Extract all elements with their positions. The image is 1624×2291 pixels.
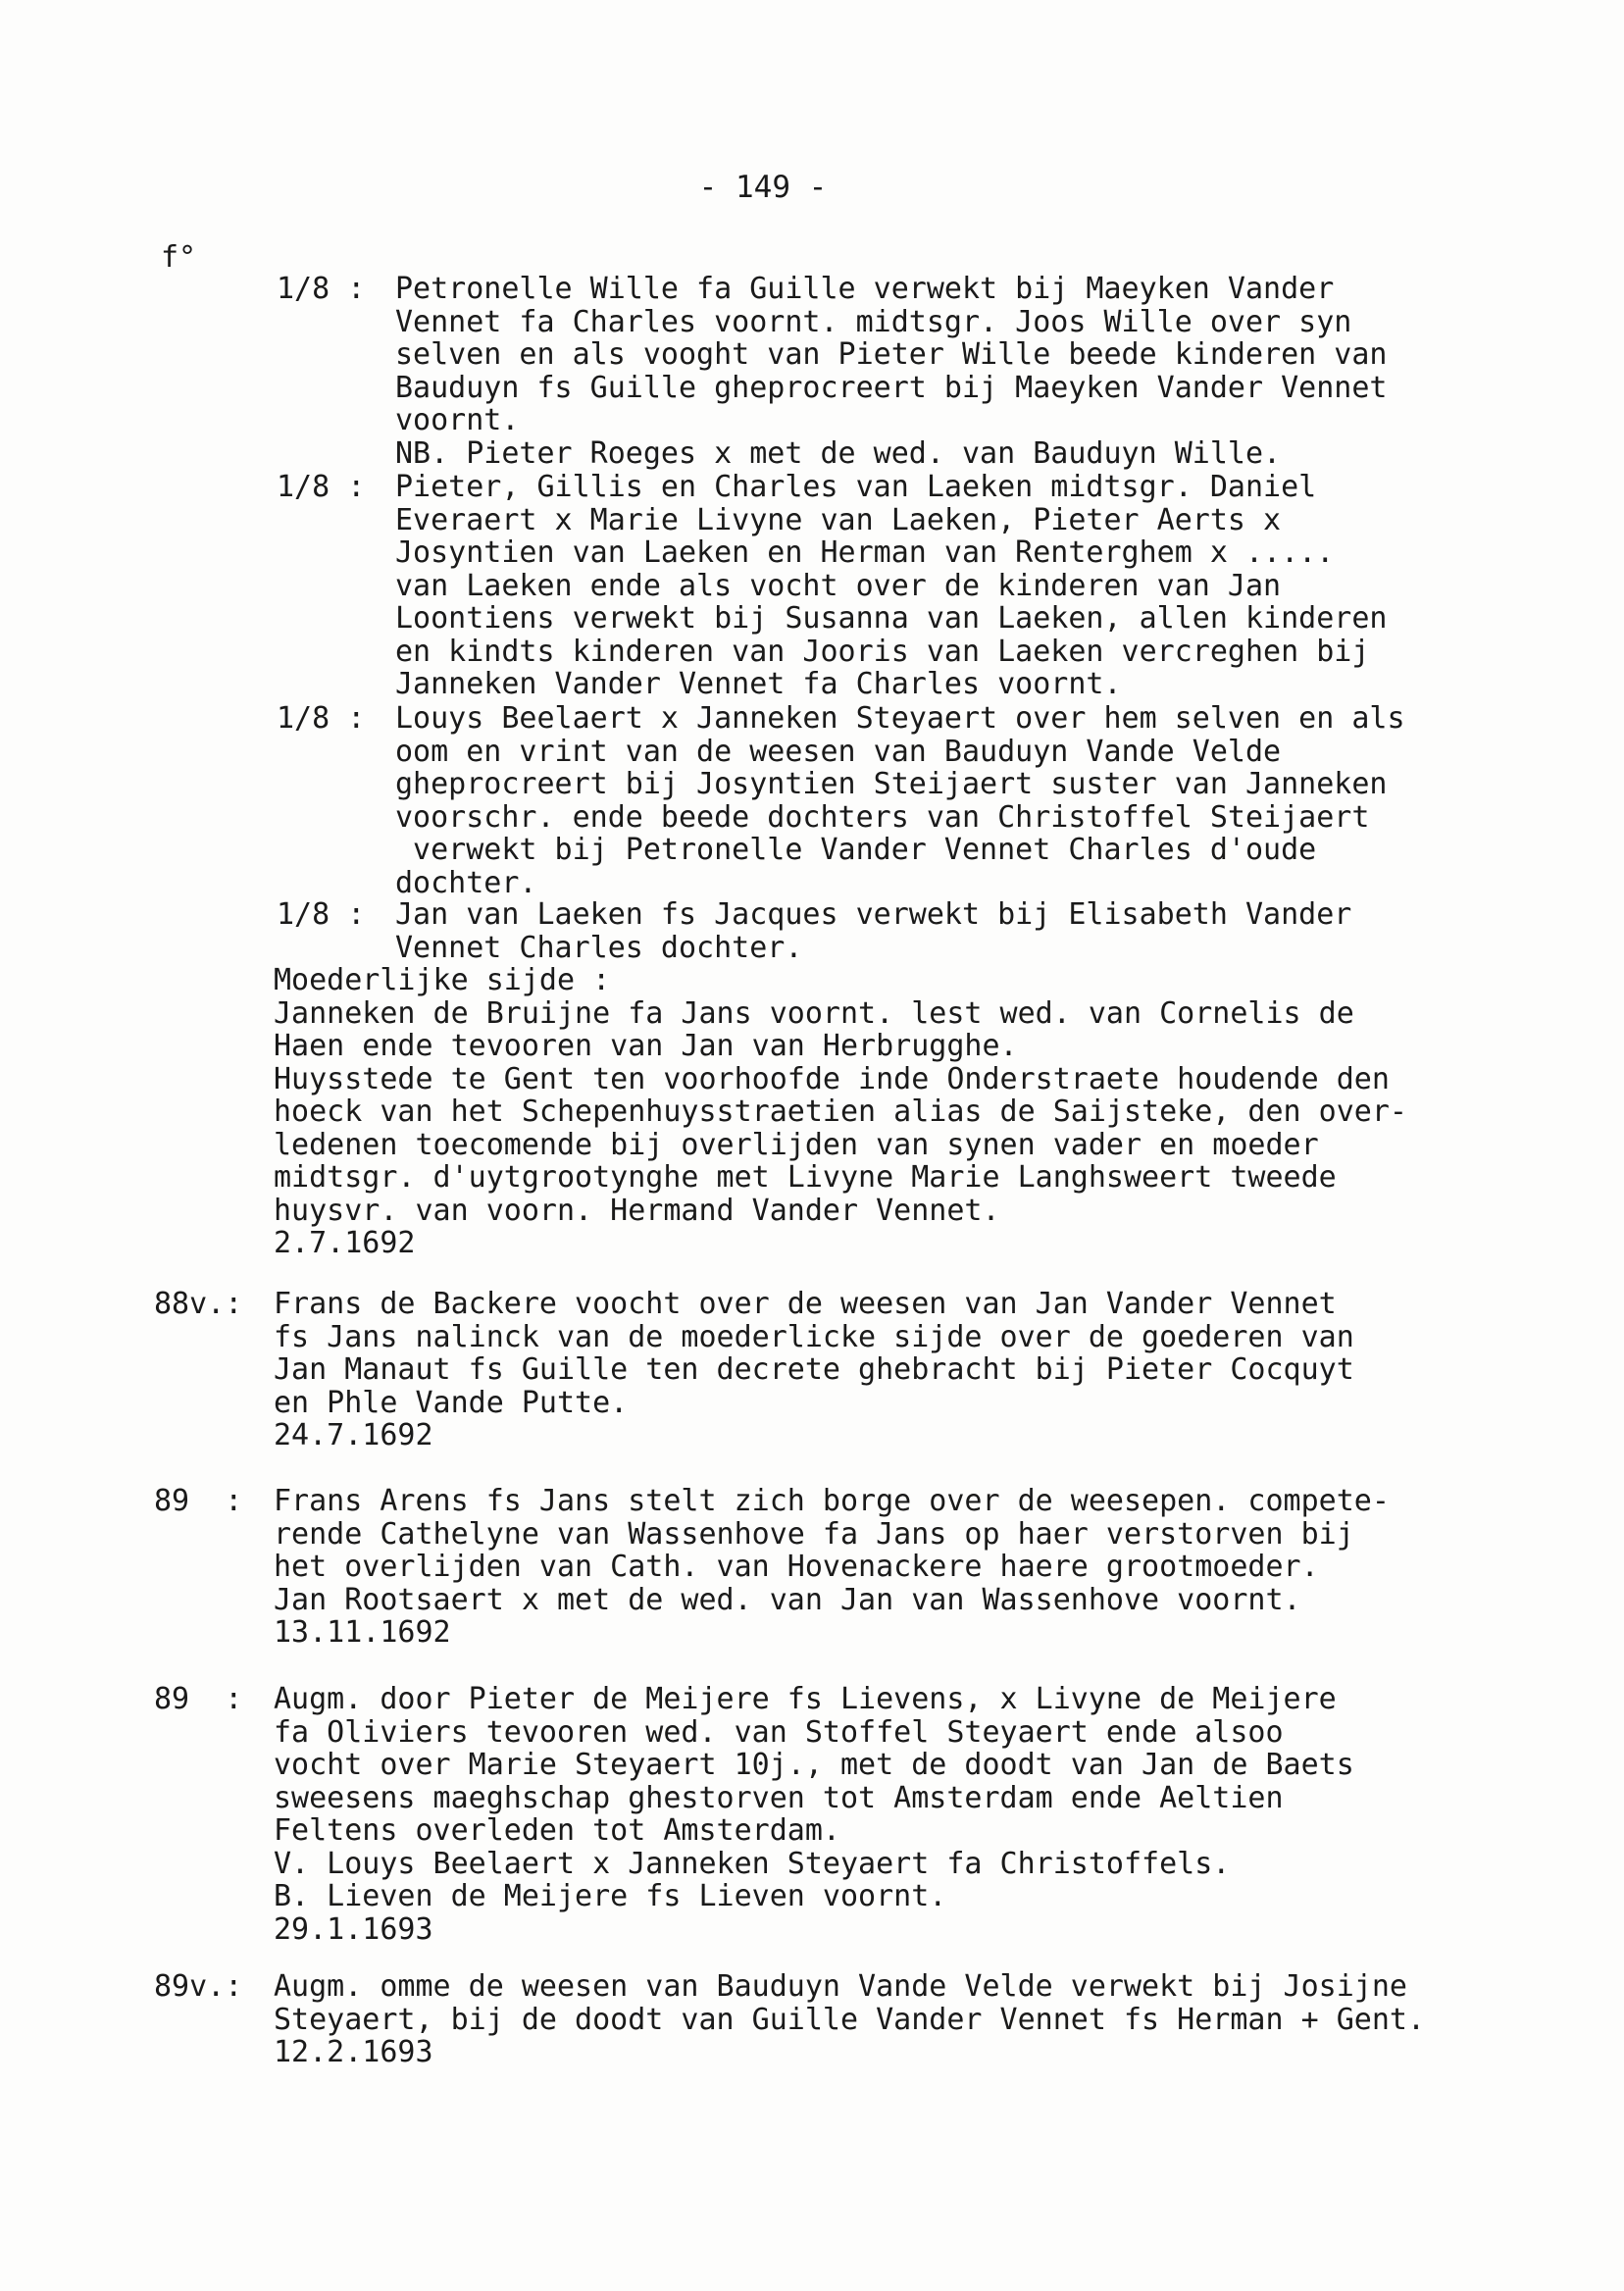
entry-text-line: sweesens maeghschap ghestorven tot Amsterdam ende Aeltien <box>274 1780 1284 1815</box>
entry-text-line: fa Oliviers tevooren wed. van Stoffel Steyaert ende alsoo <box>274 1714 1284 1750</box>
entry-text-line: en Phle Vande Putte. <box>274 1385 629 1420</box>
entry-text-line: 29.1.1693 <box>274 1911 433 1947</box>
entry-text-line: dochter. <box>395 865 537 900</box>
entry-text-line: Vennet Charles dochter. <box>395 930 803 965</box>
entry-text-line: selven en als vooght van Pieter Wille beede kinderen van <box>395 337 1388 372</box>
entry-text-line: hoeck van het Schepenhuysstraetien alias de Saijsteke, den over- <box>274 1095 1407 1129</box>
entry-text-line: vocht over Marie Steyaert 10j., met de doodt van Jan de Baets <box>274 1748 1354 1782</box>
entry-label: 1/8 : <box>277 272 366 306</box>
entry-text-line: Frans de Backere voocht over de weesen van Jan Vander Vennet <box>274 1287 1337 1321</box>
entry-text-line: Petronelle Wille fa Guille verwekt bij Maeyken Vander <box>395 272 1335 306</box>
entry-text-line: 13.11.1692 <box>274 1615 451 1650</box>
entry-text-line: ledenen toecomende bij overlijden van synen vader en moeder <box>274 1127 1319 1162</box>
entry-text-line: 2.7.1692 <box>274 1226 416 1260</box>
entry-text-line: en kindts kinderen van Jooris van Laeken vercreghen bij <box>395 634 1370 669</box>
entry-text-line: Steyaert, bij de doodt van Guille Vander Vennet fs Herman + Gent. <box>274 2002 1425 2037</box>
entry-text-line: Pieter, Gillis en Charles van Laeken midtsgr. Daniel <box>395 470 1317 504</box>
entry-text-line: Bauduyn fs Guille gheprocreert bij Maeyken Vander Vennet <box>395 370 1388 405</box>
entry-text-line: Augm. omme de weesen van Bauduyn Vande Velde verwekt bij Josijne <box>274 1969 1407 2004</box>
entry-text-line: Janneken de Bruijne fa Jans voornt. lest wed. van Cornelis de <box>274 995 1354 1031</box>
folio-mark: f° <box>161 240 197 275</box>
entry-label: 1/8 : <box>277 701 366 736</box>
entry-text-line: rende Cathelyne van Wassenhove fa Jans op haer verstorven bij <box>274 1516 1354 1552</box>
entry-text-line: Jan Rootsaert x met de wed. van Jan van Wassenhove voornt. <box>274 1582 1301 1617</box>
entry-label: 1/8 : <box>277 470 366 504</box>
entry-text-line: Vennet fa Charles voornt. midtsgr. Joos Wille over syn <box>395 304 1352 339</box>
entry-text-line: voornt. <box>395 403 520 437</box>
entry-label: 89 : <box>154 1484 243 1518</box>
entry-text-line: V. Louys Beelaert x Janneken Steyaert fa Christoffels. <box>274 1846 1231 1881</box>
entry-text-line: voorschr. ende beede dochters van Christoffel Steijaert <box>395 799 1370 835</box>
entry-text-line: Josyntien van Laeken en Herman van Renterghem x ..... <box>395 535 1335 570</box>
entry-text-line: Augm. door Pieter de Meijere fs Lievens, x Livyne de Meijere <box>274 1682 1337 1716</box>
entry-text-line: Feltens overleden tot Amsterdam. <box>274 1813 840 1848</box>
page-number: - 149 - <box>698 170 828 205</box>
entry-text-line: gheprocreert bij Josyntien Steijaert suster van Janneken <box>395 767 1388 801</box>
entry-label: 89v.: <box>154 1969 243 2004</box>
entry-text-line: 24.7.1692 <box>274 1418 433 1452</box>
entry-text-line: midtsgr. d'uytgrootynghe met Livyne Marie Langhsweert tweede <box>274 1160 1337 1195</box>
entry-label: 88v.: <box>154 1287 243 1321</box>
entry-text-line: van Laeken ende als vocht over de kinderen van Jan <box>395 568 1282 603</box>
entry-text-line: B. Lieven de Meijere fs Lieven voornt. <box>274 1879 947 1913</box>
entry-text-line: huysvr. van voorn. Hermand Vander Vennet. <box>274 1193 1000 1228</box>
entry-text-line: het overlijden van Cath. van Hovenackere haere grootmoeder. <box>274 1550 1319 1584</box>
entry-text-line: fs Jans nalinck van de moederlicke sijde over de goederen van <box>274 1319 1354 1354</box>
entry-text-line: Haen ende tevooren van Jan van Herbrugghe. <box>274 1029 1018 1063</box>
entry-text-line: Jan Manaut fs Guille ten decrete ghebracht bij Pieter Cocquyt <box>274 1352 1354 1387</box>
entry-text-line: Jan van Laeken fs Jacques verwekt bij Elisabeth Vander <box>395 897 1352 932</box>
entry-text-line: verwekt bij Petronelle Vander Vennet Charles d'oude <box>395 833 1317 867</box>
entry-text-line: Loontiens verwekt bij Susanna van Laeken, allen kinderen <box>395 601 1388 636</box>
entry-label: 89 : <box>154 1682 243 1716</box>
entry-text-line: Moederlijke sijde : <box>274 963 611 997</box>
entry-text-line: Huysstede te Gent ten voorhoofde inde Onderstraete houdende den <box>274 1061 1390 1096</box>
entry-text-line: Louys Beelaert x Janneken Steyaert over hem selven en als <box>395 701 1405 736</box>
entry-text-line: Frans Arens fs Jans stelt zich borge over de weesepen. compete- <box>274 1484 1390 1518</box>
entry-text-line: Janneken Vander Vennet fa Charles voornt. <box>395 667 1122 701</box>
entry-text-line: NB. Pieter Roeges x met de wed. van Bauduyn Wille. <box>395 435 1282 471</box>
entry-text-line: Everaert x Marie Livyne van Laeken, Pieter Aerts x <box>395 502 1282 537</box>
entry-text-line: 12.2.1693 <box>274 2035 433 2069</box>
entry-label: 1/8 : <box>277 897 366 932</box>
entry-text-line: oom en vrint van de weesen van Bauduyn Vande Velde <box>395 734 1282 769</box>
